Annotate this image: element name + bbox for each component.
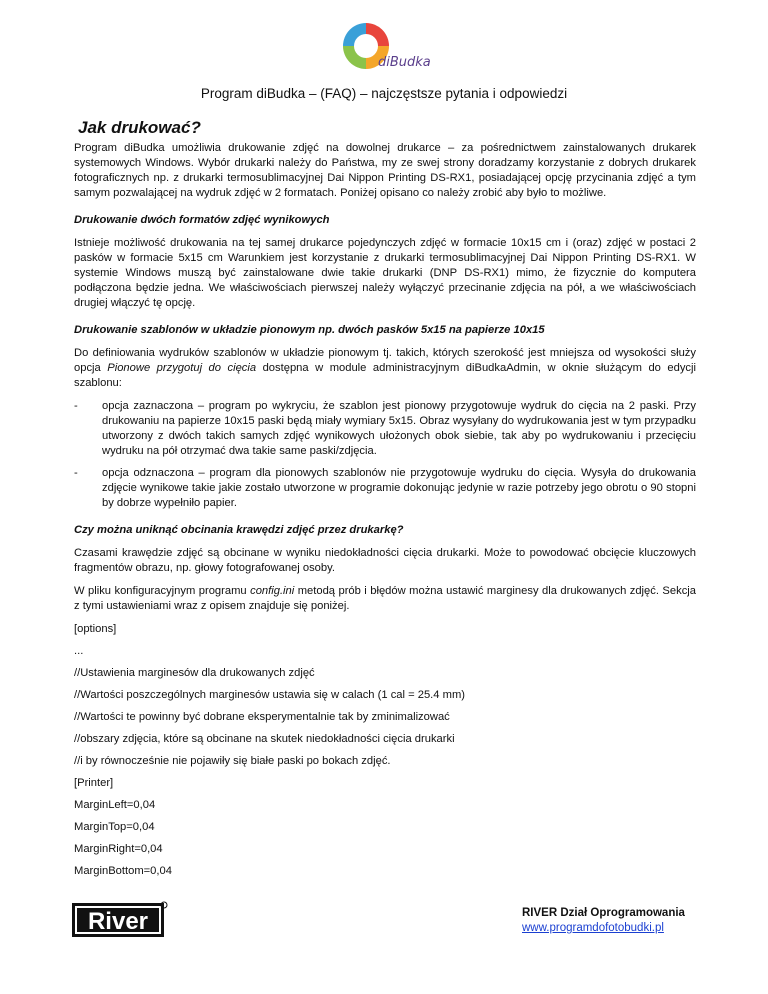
- list-dash: -: [74, 400, 78, 412]
- config-file-name: config.ini: [250, 585, 295, 597]
- page-title: Program diBudka – (FAQ) – najczęstsze pytania i odpowiedzi: [200, 86, 568, 101]
- cropping-text-after: metodą prób i błędów można ustawić marginesy dla drukowanych zdjęć. Sekcja z tymi ustawieniami wraz z opisem znajduje się poniżej.: [74, 585, 696, 612]
- vertical-text-before: Do definiowania wydruków szablonów w układzie pionowym tj. takich, których szerokość jest mniejsza od wysokości służy opcja: [74, 347, 696, 374]
- cropping-text-before: W pliku konfiguracyjnym programu: [74, 585, 251, 597]
- footer-info: [522, 907, 685, 934]
- config-line: ...: [74, 645, 84, 657]
- intro-paragraph: Program diBudka umożliwia drukowanie zdjęć na dowolnej drukarce – za pośrednictwem zainstalowanych drukarek systemowych Windows. Wybór drukarki należy do Państwa, my ze swej strony doradzamy korzystanie z dobrych drukarek fotograficznych np. z drukarki termosublimacyjnej Dai Nippon Printing DS-RX1, posiadającej opcję przycinania zdjęć a tym samym pozwalającej na wydruk zdjęć w 2 formatach. Poniżej opisano co należy zrobić aby było to możliwe.: [74, 142, 696, 199]
- camera-aperture-icon: [338, 22, 430, 72]
- two-formats-paragraph: Istnieje możliwość drukowania na tej samej drukarce pojedynczych zdjęć w formacie 10x15 cm i (oraz) zdjęć w postaci 2 pasków w formacie 5x15 cm Warunkiem jest korzystanie z drukarki termosublimacyjnej Dai Nippon Printing DS-RX1. W systemie Windows muszą być zainstalowane dwie takie drukarki (DNP DS-RX1) mimo, że fizycznie do komputera podłączona będzie jedna. We właściwościach pierwszej należy wyłączyć przecinanie zdjęcia na pół, a we właściwościach drugiej włączyć tę opcję.: [74, 237, 696, 309]
- section-heading: Jak drukować?: [78, 118, 201, 137]
- logo-text: diBudka: [378, 55, 430, 70]
- config-line: MarginTop=0,04: [74, 821, 155, 833]
- option-name: Pionowe przygotuj do cięcia: [107, 362, 257, 374]
- list-dash: -: [74, 467, 78, 479]
- config-line: [Printer]: [74, 777, 114, 789]
- cropping-paragraph-1: Czasami krawędzie zdjęć są obcinane w wyniku niedokładności cięcia drukarki. Może to powodować obcięcie kluczowych fragmentów obrazu, np. głowy fotografowanej osoby.: [74, 547, 696, 574]
- list-item-text: opcja zaznaczona – program po wykryciu, że szablon jest pionowy przygotowuje wydruk do cięcia na 2 paski. Przy drukowaniu na papierze 10x15 paski będą miały wymiary 5x15. Obraz wysyłany do wydrukowania jest w tym przypadku utworzony z dwóch takich samych zdjęć wynikowych ułożonych obok siebie, tak aby po wydrukowaniu i przecięciu wydruku na pół otrzymać dwa takie same paski/zdjęcia.: [102, 400, 696, 457]
- config-line: //i by równocześnie nie pojawiły się białe paski po bokach zdjęć.: [74, 755, 391, 767]
- cropping-paragraph-2: [74, 584, 696, 614]
- subheading-cropping: Czy można uniknąć obcinania krawędzi zdjęć przez drukarkę?: [74, 524, 404, 536]
- list-item: [74, 399, 696, 459]
- subheading-two-formats: Drukowanie dwóch formatów zdjęć wynikowych: [74, 214, 330, 226]
- option-list: [74, 399, 696, 511]
- vertical-templates-paragraph: [74, 346, 696, 391]
- list-item-text: opcja odznaczona – program dla pionowych szablonów nie przygotowuje wydruku do cięcia. Wysyła do drukowania zdjęcie wynikowe takie jakie zostało utworzone w programie dokonując jedynie w razie potrzeby jego obrotu o 90 stopni by dobrze wypełniło papier.: [102, 467, 696, 509]
- config-line: MarginBottom=0,04: [74, 865, 172, 877]
- config-line: //Ustawienia marginesów dla drukowanych zdjęć: [74, 667, 315, 679]
- vertical-text-after: dostępna w module administracyjnym diBudkaAdmin, w oknie służącym do edycji szablonu:: [74, 362, 696, 389]
- config-line: [options]: [74, 623, 117, 635]
- config-line: //Wartości te powinny być dobrane eksperymentalnie tak by zminimalizować: [74, 711, 450, 723]
- river-logo-text: River: [87, 908, 149, 935]
- subheading-vertical-templates: Drukowanie szablonów w układzie pionowym np. dwóch pasków 5x15 na papierze 10x15: [74, 324, 545, 336]
- dibudka-logo: [338, 22, 430, 72]
- config-line: MarginRight=0,04: [74, 843, 163, 855]
- list-item: [74, 466, 696, 511]
- config-line: //Wartości poszczególnych marginesów ustawia się w calach (1 cal = 25.4 mm): [74, 689, 465, 701]
- footer-company: RIVER Dział Oprogramowania: [522, 907, 685, 919]
- config-line: MarginLeft=0,04: [74, 799, 156, 811]
- website-link[interactable]: www.programdofotobudki.pl: [522, 922, 664, 934]
- config-block: [74, 622, 696, 879]
- config-line: //obszary zdjęcia, które są obcinane na skutek niedokładności cięcia drukarki: [74, 733, 455, 745]
- faq-content: [74, 120, 696, 886]
- river-logo: [72, 901, 168, 939]
